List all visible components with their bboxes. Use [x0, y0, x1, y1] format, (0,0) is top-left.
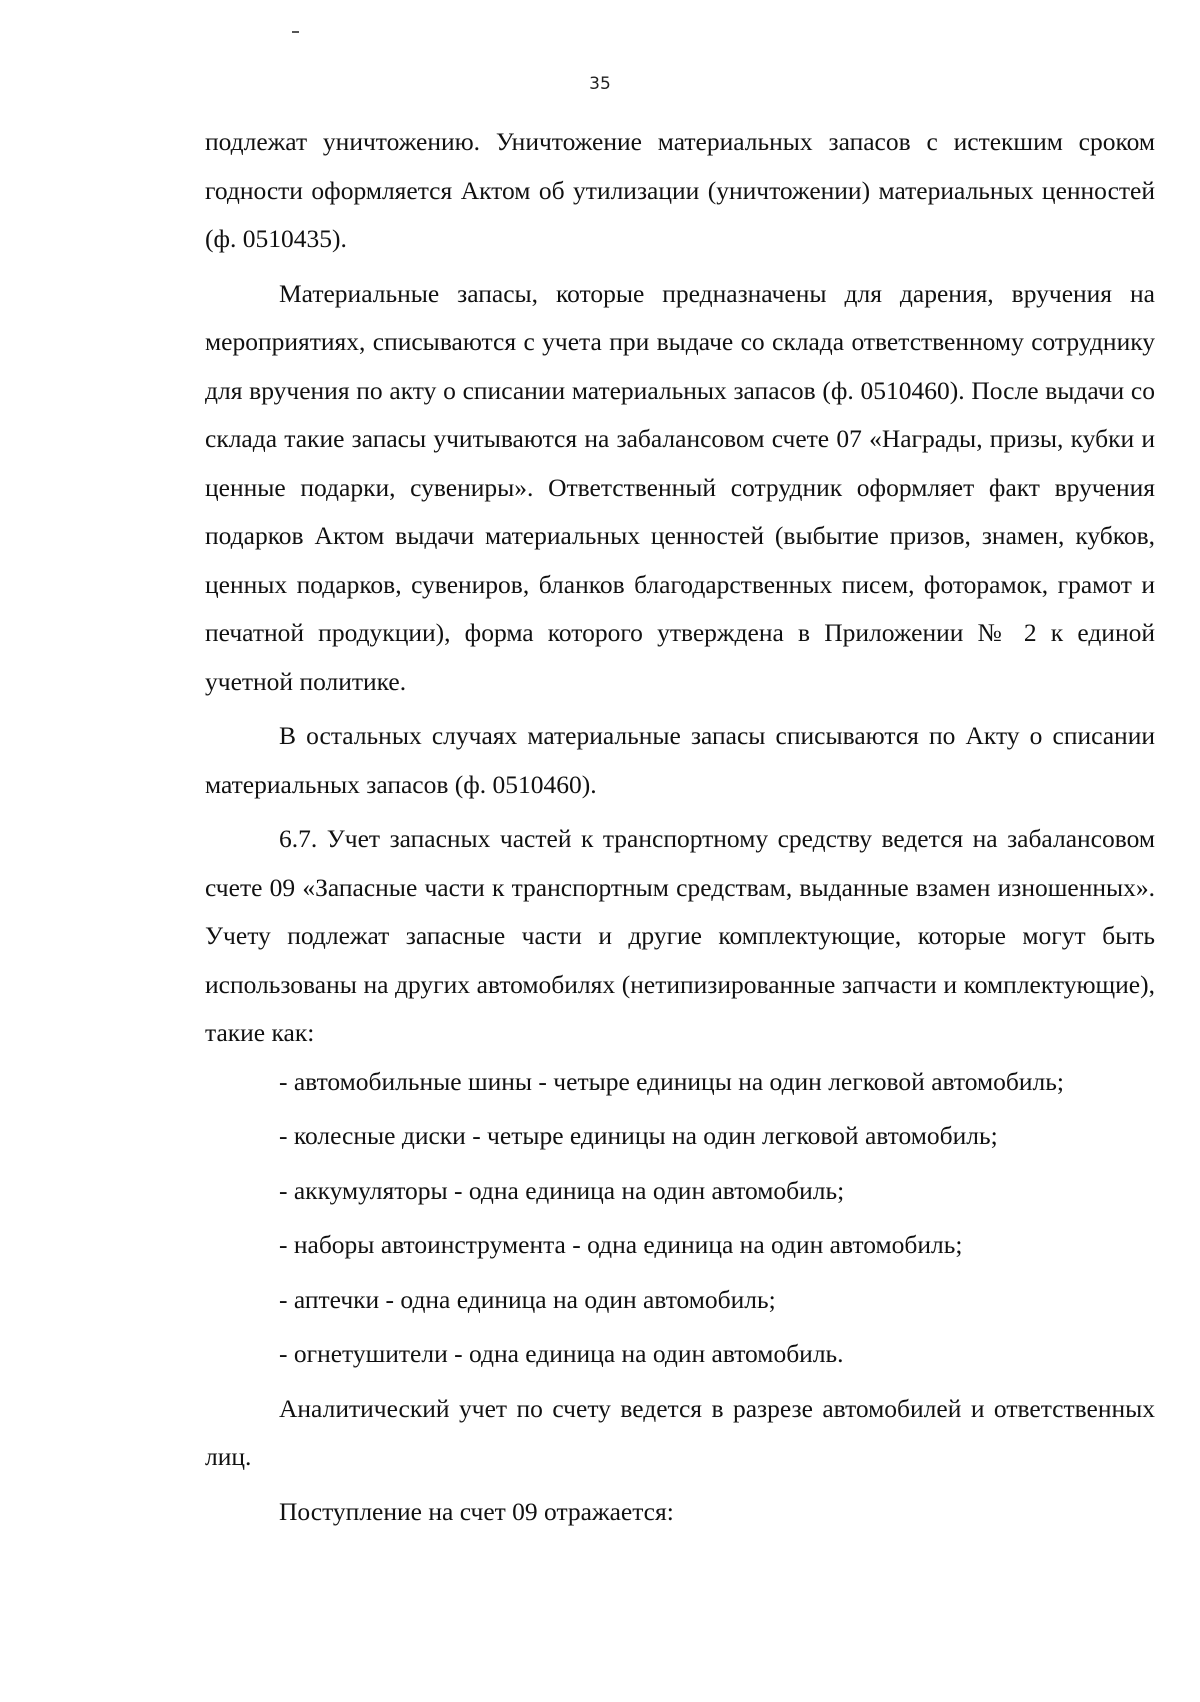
paragraph-analytic-accounting: Аналитический учет по счету ведется в разрезе автомобилей и ответственных лиц.: [205, 1393, 1155, 1471]
paragraph-spare-parts: 6.7. Учет запасных частей к транспортному средству ведется на забалансовом счете 09 «Запасные части к транспортным средствам, выданные взамен изношенных». Учету подлежат запасные части и другие комплектующие, которые могут быть использованы на других автомобилях (нетипизированные запчасти и комплектующие), такие как:: [205, 824, 1155, 1047]
paragraph-receipt-account-09: Поступление на счет 09 отражается:: [279, 1496, 674, 1526]
scan-artifact: [292, 31, 299, 33]
list-item-tool-kits: - наборы автоинструмента - одна единица на один автомобиль;: [279, 1230, 963, 1259]
document-body: [205, 118, 1155, 1536]
list-item-wheel-disks: - колесные диски - четыре единицы на один легковой автомобиль;: [279, 1121, 998, 1150]
list-item-tires: - автомобильные шины - четыре единицы на один легковой автомобиль;: [279, 1066, 1064, 1096]
list-item-batteries: - аккумуляторы - одна единица на один автомобиль;: [279, 1175, 845, 1205]
list-item-first-aid-kits: - аптечки - одна единица на один автомобиль;: [279, 1284, 776, 1314]
paragraph-gifts-writeoff: Материальные запасы, которые предназначены для дарения, вручения на мероприятиях, списываются с учета при выдаче со склада ответственному сотруднику для вручения по акту о списании материальных запасов (ф. 0510460). После выдачи со склада такие запасы учитываются на забалансовом счете 07 «Награды, призы, кубки и ценные подарки, сувениры». Ответственный сотрудник оформляет факт вручения подарков Актом выдачи материальных ценностей (выбытие призов, знамен, кубков, ценных подарков, сувениров, бланков благодарственных писем, фоторамок, грамот и печатной продукции), форма которого утверждена в Приложении № 2 к единой учетной политике.: [205, 278, 1155, 696]
paragraph-other-cases: В остальных случаях материальные запасы списываются по Акту о списании материальных запасов (ф. 0510460).: [205, 721, 1155, 799]
page-number: 35: [589, 74, 611, 94]
paragraph-continuation: подлежат уничтожению. Уничтожение материальных запасов с истекшим сроком годности оформляется Актом об утилизации (уничтожении) материальных ценностей (ф. 0510435).: [205, 127, 1155, 253]
list-item-extinguishers: - огнетушители - одна единица на один автомобиль.: [279, 1339, 844, 1368]
